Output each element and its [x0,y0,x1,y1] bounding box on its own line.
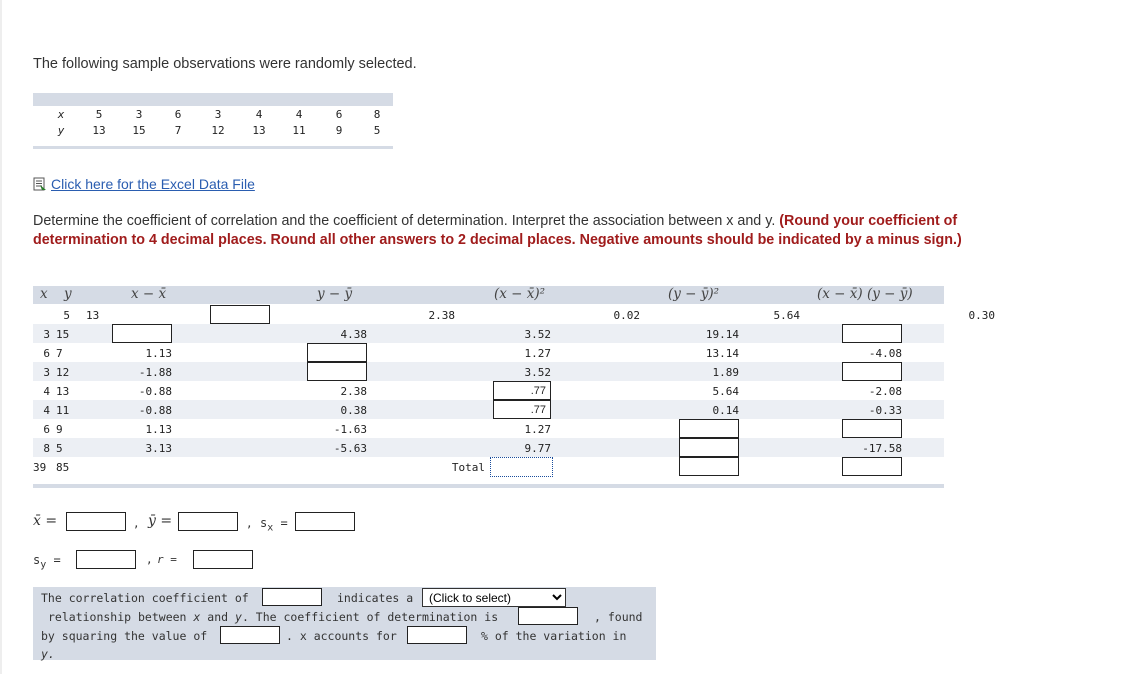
text-and: and [207,610,229,624]
instructions [33,212,963,250]
header-x-dev-sq: (x − x̄)² [494,286,546,302]
row-ydev2: 19.14 [705,328,739,341]
obs-y-value: 13 [252,124,266,137]
total-prod-input[interactable] [842,457,902,476]
row-x: 4 [43,404,50,417]
row-x: 6 [43,423,50,436]
conclusion-text-9: y. [41,647,55,661]
conclusion-text-5: , found [594,610,643,624]
determination-input[interactable] [518,607,578,625]
row-prod-input[interactable] [842,324,902,343]
r-label: r = [157,553,177,566]
row-y: 5 [56,442,63,455]
variation-percent-input[interactable] [407,626,467,644]
sy-input[interactable] [76,550,136,569]
row-xdev2: 3.52 [524,366,551,379]
row-y: 13 [56,385,70,398]
row0-prod: 0.30 [968,309,995,322]
row-ydev: 0.38 [340,404,367,417]
table-header-bar [33,286,944,304]
comma: , [146,553,153,566]
text-determination: . The coefficient of determination is [241,610,499,624]
conclusion-text-3 [48,610,498,624]
comma: , [133,517,140,530]
row-ydev: 4.38 [340,328,367,341]
sy-label [33,553,61,570]
conclusion-text-8: % of the variation in [481,629,627,643]
excel-link-text[interactable]: Click here for the Excel Data File [51,176,255,192]
obs-y-value: 11 [292,124,306,137]
row-xdev2-input[interactable] [493,381,551,400]
row0-ydev: 2.38 [428,309,455,322]
row-prod-input[interactable] [842,419,902,438]
total-ydev2-input[interactable] [679,457,739,476]
obs-x-value: 3 [135,108,143,121]
relationship-select[interactable] [422,588,566,607]
comma: , [246,517,253,530]
left-border [0,0,2,674]
ybar-input[interactable] [178,512,238,531]
total-x: 39 [33,461,47,474]
obs-y-value: 12 [211,124,225,137]
sx-sub: x [267,522,274,534]
total-xdev2-input[interactable] [490,457,553,477]
observations-footer-bar [33,146,393,149]
header-x-dev: x − x̄ [131,286,167,302]
instructions-bold: (Round your coefficient of determination to 4 decimal places. Round all other answers to 2 decimal places. Negative amounts should be indicated by a minus sign.) [33,213,962,248]
excel-file-icon [33,177,47,191]
row-ydev-input[interactable] [307,343,367,362]
intro-text: The following sample observations were randomly selected. [33,56,417,72]
row-ydev2: 5.64 [712,385,739,398]
text-relationship: relationship between [48,610,187,624]
total-label: Total [451,461,485,474]
obs-y-value: 5 [373,124,381,137]
row-ydev2: 1.89 [712,366,739,379]
row-xdev2-value: .77 [530,385,546,397]
row-y: 9 [56,423,63,436]
sx-eq: = [280,516,288,530]
row-x: 3 [43,328,50,341]
obs-x-value: 3 [214,108,222,121]
header-y: y [64,286,72,302]
header-x: x [40,286,48,302]
conclusion-text-7: . x accounts for [286,629,397,643]
row-y: 12 [56,366,70,379]
total-y: 85 [56,461,70,474]
table-footer-bar [33,484,944,488]
obs-y-value: 9 [335,124,343,137]
obs-y-value: 13 [92,124,106,137]
squared-value-input[interactable] [220,626,280,644]
obs-x-value: 8 [373,108,381,121]
row-y: 15 [56,328,70,341]
row-xdev2: 9.77 [524,442,551,455]
sy-s: s [33,553,41,567]
header-y-dev: y − ȳ [317,286,353,302]
row-prod-input[interactable] [842,362,902,381]
obs-x-label: x [57,108,65,121]
sx-s: s [260,516,268,530]
row-x: 3 [43,366,50,379]
row-xdev-input[interactable] [112,324,172,343]
row-ydev: -1.63 [333,423,367,436]
obs-x-value: 6 [335,108,343,121]
row-xdev2-value: .77 [530,404,546,416]
row-y: 11 [56,404,70,417]
observations-header-bar [33,93,393,106]
instructions-plain: Determine the coefficient of correlation and the coefficient of determination. Interpret the association between x and y. [33,213,780,229]
row-y: 7 [56,347,63,360]
sy-sub: y [40,559,47,571]
row-ydev2: 13.14 [705,347,739,360]
row-prod: -17.58 [862,442,902,455]
row-ydev2: 0.14 [712,404,739,417]
correlation-input[interactable] [262,588,322,606]
row-ydev2-input[interactable] [679,438,739,457]
row0-xdev2: 0.02 [613,309,640,322]
obs-x-value: 4 [295,108,303,121]
sy-eq: = [53,553,61,567]
r-input[interactable] [193,550,253,569]
row-prod: -0.33 [868,404,902,417]
row-x: 8 [43,442,50,455]
row-xdev2-input[interactable] [493,400,551,419]
row-ydev2-input[interactable] [679,419,739,438]
obs-y-value: 7 [174,124,182,137]
row-xdev: -0.88 [138,385,172,398]
row0-x: 5 [63,309,70,322]
conclusion-text-2: indicates a [337,591,414,605]
xbar-input[interactable] [66,512,126,531]
row-xdev: -1.88 [138,366,172,379]
xbar-label: x̄ = [33,513,58,529]
conclusion-text-6: by squaring the value of [41,629,208,643]
sx-input[interactable] [295,512,355,531]
row0-xdev-input[interactable] [210,305,270,324]
row-xdev: -0.88 [138,404,172,417]
excel-data-link[interactable] [33,176,255,192]
sx-label [260,516,288,533]
row-xdev: 1.13 [145,347,172,360]
observations-table [33,93,393,150]
row-xdev2: 1.27 [524,347,551,360]
row-x: 6 [43,347,50,360]
row-x: 4 [43,385,50,398]
row0-y: 13 [86,309,100,322]
row-xdev: 1.13 [145,423,172,436]
obs-y-label: y [57,124,65,137]
conclusion-text-1: The correlation coefficient of [41,591,249,605]
row-ydev: -5.63 [333,442,367,455]
row-ydev: 2.38 [340,385,367,398]
header-y-dev-sq: (y − ȳ)² [668,286,720,302]
obs-x-value: 4 [255,108,263,121]
obs-x-value: 6 [174,108,182,121]
row-xdev: 3.13 [145,442,172,455]
obs-x-value: 5 [95,108,103,121]
row-prod: -4.08 [868,347,902,360]
text-x: x [193,610,201,624]
row0-ydev2: 5.64 [773,309,800,322]
row-xdev2: 3.52 [524,328,551,341]
header-product: (x − x̄) (y − ȳ) [817,286,913,302]
row-ydev-input[interactable] [307,362,367,381]
row-prod: -2.08 [868,385,902,398]
ybar-label: ȳ = [148,513,173,529]
obs-y-value: 15 [132,124,146,137]
row-xdev2: 1.27 [524,423,551,436]
text-y: y [235,610,242,624]
